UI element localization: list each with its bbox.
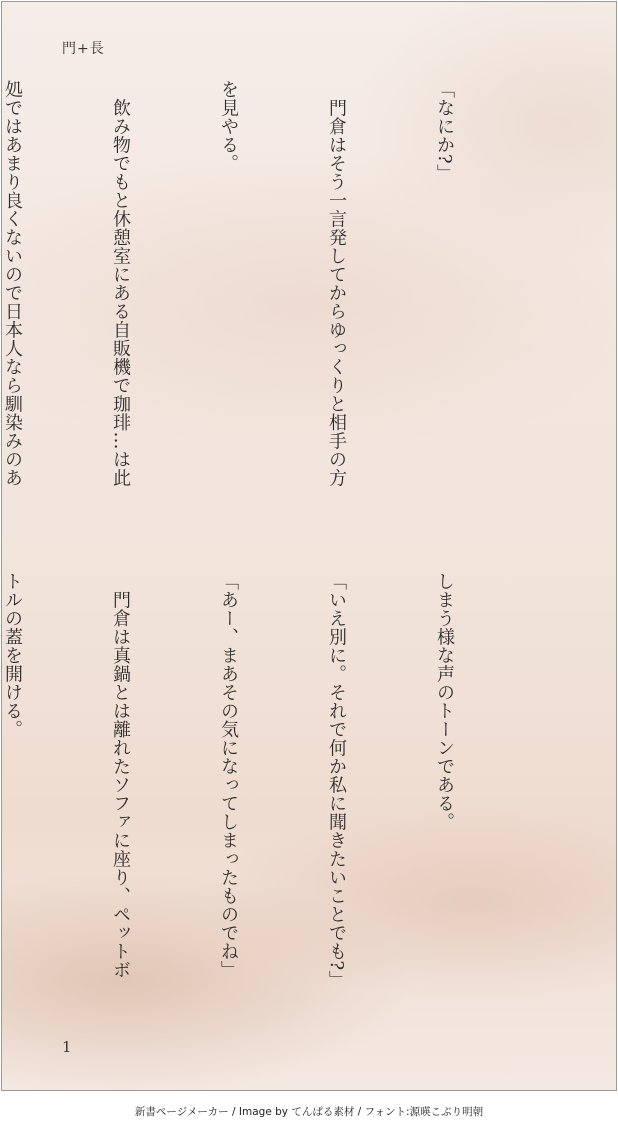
footer-credit: 新書ページメーカー / Image by てんぱる素材 / フォント:源暎こぶり明朝 [134, 1106, 484, 1118]
text-line: 「なにか?」 [434, 80, 455, 183]
page-header: 門+長 [62, 41, 105, 57]
text-line: しまう様な声のトーンである。 [434, 572, 455, 831]
text-line: トルの蓋を開ける。 [2, 572, 23, 739]
text-block-lower [1, 572, 534, 1012]
text-line: 処ではあまり良くないので日本人なら馴染みのあ [2, 80, 23, 487]
text-line: 飲み物でもと休憩室にある自販機で珈琲…は此 [110, 80, 131, 487]
novel-page [1, 1, 617, 1091]
text-line: 「あー、まあその気になってしまったものでね」 [218, 572, 239, 979]
text-line: を見やる。 [218, 80, 239, 173]
text-line: 門倉は真鍋とは離れたソファに座り、ペットボ [110, 572, 131, 979]
text-line: 「いえ別に。それで何か私に聞きたいことでも?」 [326, 572, 347, 990]
text-block-upper [1, 80, 534, 520]
page-number: 1 [62, 1038, 72, 1056]
text-line: 門倉はそう一言発してからゆっくりと相手の方 [326, 80, 347, 487]
